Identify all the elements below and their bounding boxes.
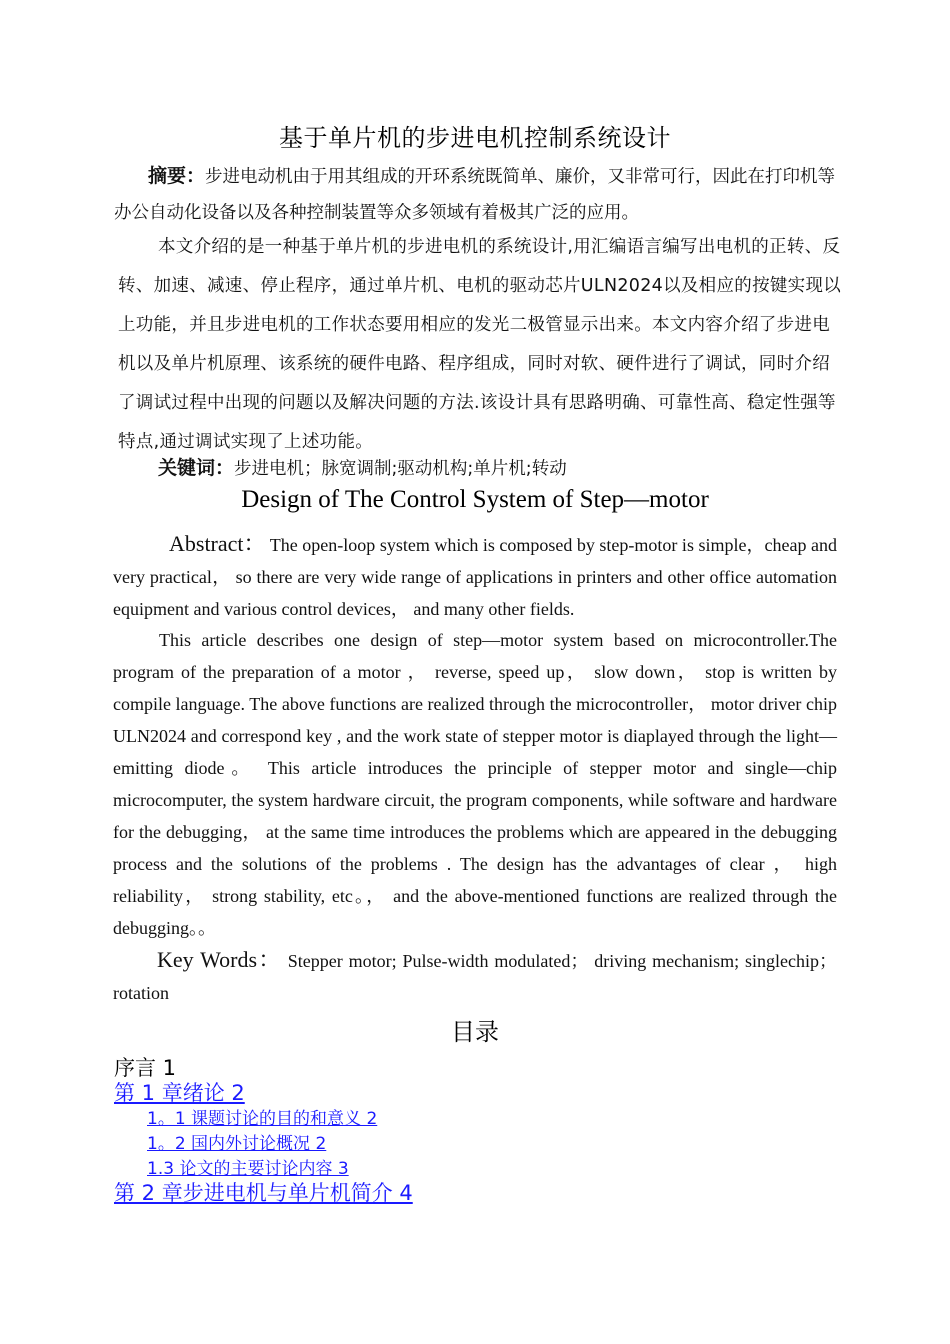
chinese-abstract-label: 摘要： xyxy=(148,165,206,187)
toc-link-chapter-1[interactable]: 第 1 章绪论 2 xyxy=(114,1081,245,1105)
english-title: Design of The Control System of Step—motor xyxy=(241,486,709,513)
english-keywords-label: Key Words： xyxy=(157,947,282,972)
chinese-abstract xyxy=(114,158,838,231)
chinese-body-paragraph: 本文介绍的是一种基于单片机的步进电机的系统设计,用汇编语言编写出电机的正转、反转、加速、减速、停止程序，通过单片机、电机的驱动芯片ULN2024以及相应的按键实现以上功能，并且步进电机的工作状态要用相应的发光二极管显示出来。本文内容介绍了步进电机以及单片机原理、该系统的硬件电路、程序组成，同时对软、硬件进行了调试，同时介绍了调试过程中出现的问题以及解决问题的方法.该设计具有思路明确、可靠性高、稳定性强等特点,通过调试实现了上述功能。 xyxy=(118,237,842,452)
toc-link-section-1-1[interactable]: 1。1 课题讨论的目的和意义 2 xyxy=(147,1109,378,1129)
english-abstract-label: Abstract： xyxy=(169,531,266,556)
english-abstract xyxy=(113,528,837,625)
toc-item-preface: 序言 1 xyxy=(114,1056,177,1080)
chinese-keywords-text: 步进电机；脉宽调制;驱动机构;单片机;转动 xyxy=(234,459,567,479)
english-body-paragraph: This article describes one design of step—motor system based on microcontroller.The program of the preparation of a motor ， reverse, speed up， slow down， stop is written by compile language. The above functions are realized through the microcontroller， motor driver chip ULN2024 and correspond key , and the work state of stepper motor is diaplayed through the light—emitting diode。 This article introduces the principle of stepper motor and single—chip microcomputer, the system hardware circuit, the program components, while software and hardware for the debugging， at the same time introduces the problems which are appeared in the debugging process and the solutions of the problems . The design has the advantages of clear ， high reliability， strong stability, etc。， and the above-mentioned functions are realized through the debugging。。 xyxy=(113,630,837,938)
toc-title: 目录 xyxy=(451,1018,499,1046)
toc-link-section-1-3[interactable]: 1.3 论文的主要讨论内容 3 xyxy=(147,1159,349,1179)
english-keywords-text: Stepper motor; Pulse-width modulated； driving mechanism; singlechip； rotation xyxy=(113,951,837,1003)
english-keywords xyxy=(113,944,837,1009)
toc-link-chapter-2[interactable]: 第 2 章步进电机与单片机简介 4 xyxy=(114,1181,413,1205)
chinese-keywords-label: 关键词： xyxy=(158,457,235,479)
chinese-abstract-text: 步进电动机由于用其组成的开环系统既简单、廉价，又非常可行，因此在打印机等办公自动化设备以及各种控制装置等众多领域有着极其广泛的应用。 xyxy=(114,167,836,223)
english-abstract-text: The open-loop system which is composed by step-motor is simple，cheap and very practical， so there are very wide range of applications in printers and other office automation equipment and various control devices， and many other fields. xyxy=(113,535,838,619)
toc-link-section-1-2[interactable]: 1。2 国内外讨论概况 2 xyxy=(147,1134,327,1154)
chinese-title: 基于单片机的步进电机控制系统设计 xyxy=(279,124,671,152)
chinese-keywords xyxy=(158,450,858,487)
